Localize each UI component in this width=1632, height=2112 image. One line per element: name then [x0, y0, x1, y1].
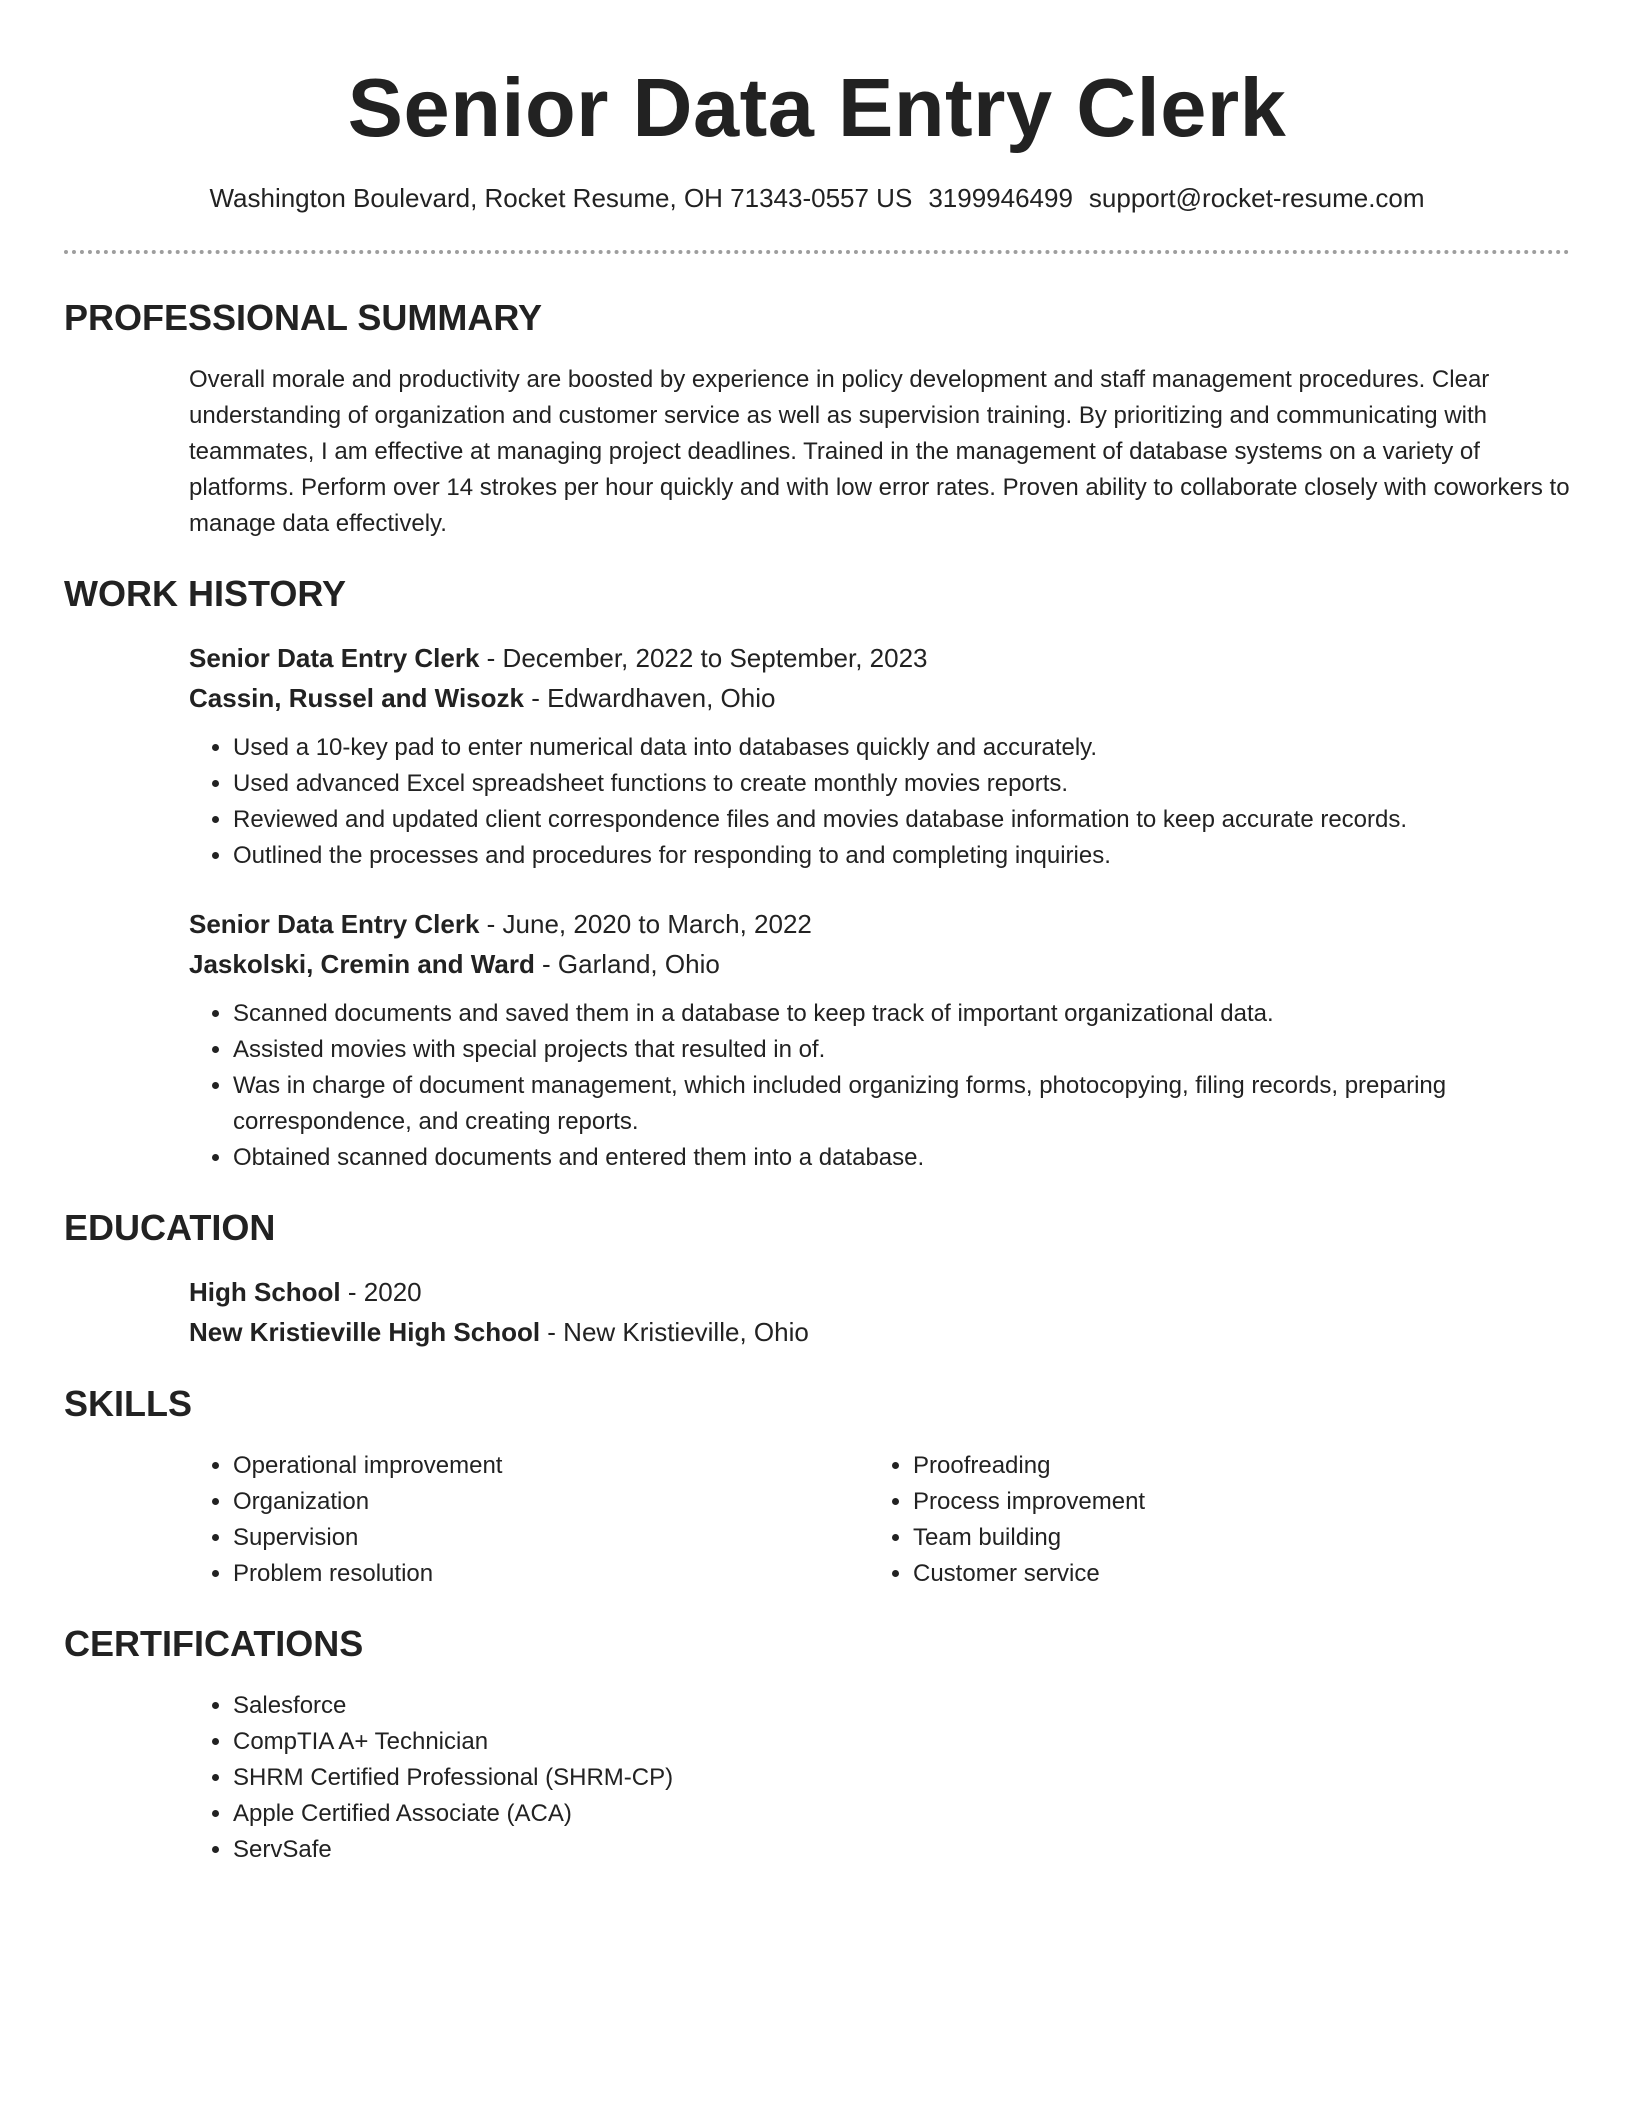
job-dates: - December, 2022 to September, 2023	[479, 643, 928, 673]
work-history-heading: WORK HISTORY	[64, 573, 347, 614]
skills-column-left	[189, 1448, 869, 1592]
work-history-section	[64, 572, 1570, 1176]
list-item: • Process improvement	[913, 1484, 1549, 1520]
list-item: • Was in charge of document management, which included organizing forms, photocopying, filing records, preparing correspondence, and creating reports.	[233, 1068, 1570, 1140]
list-item: • Problem resolution	[233, 1556, 869, 1592]
contact-line	[64, 180, 1570, 216]
job-location: - Garland, Ohio	[534, 949, 720, 979]
list-item: • SHRM Certified Professional (SHRM-CP)	[233, 1760, 1570, 1796]
list-item: • Organization	[233, 1484, 869, 1520]
skills-list-right	[869, 1448, 1549, 1592]
list-item: • Team building	[913, 1520, 1549, 1556]
header-divider	[64, 250, 1570, 254]
contact-email: support@rocket-resume.com	[1088, 183, 1425, 213]
education-location: - New Kristieville, Ohio	[540, 1317, 809, 1347]
job-bullets	[189, 996, 1570, 1176]
education-degree-line	[189, 1272, 1570, 1312]
certifications-list	[189, 1688, 1570, 1868]
contact-phone: 3199946499	[928, 183, 1073, 213]
resume-page	[64, 0, 1570, 1868]
job-company-line	[189, 944, 1570, 984]
list-item: • Supervision	[233, 1520, 869, 1556]
skills-grid	[189, 1448, 1570, 1592]
job-dates: - June, 2020 to March, 2022	[479, 909, 812, 939]
list-item: • Assisted movies with special projects that resulted in of.	[233, 1032, 1570, 1068]
resume-name: Senior Data Entry Clerk	[347, 61, 1287, 154]
list-item: • Obtained scanned documents and entered them into a database.	[233, 1140, 1570, 1176]
education-year: - 2020	[340, 1277, 422, 1307]
list-item: • ServSafe	[233, 1832, 1570, 1868]
list-item: • Operational improvement	[233, 1448, 869, 1484]
list-item: • Apple Certified Associate (ACA)	[233, 1796, 1570, 1832]
skills-column-right	[869, 1448, 1549, 1592]
education-degree: High School	[189, 1277, 341, 1307]
certifications-heading: CERTIFICATIONS	[64, 1623, 364, 1664]
job-entry	[189, 638, 1570, 874]
job-entry	[189, 904, 1570, 1176]
list-item: • Salesforce	[233, 1688, 1570, 1724]
summary-heading: PROFESSIONAL SUMMARY	[64, 297, 543, 338]
education-heading: EDUCATION	[64, 1207, 276, 1248]
job-title-line	[189, 638, 1570, 678]
list-item: • Proofreading	[913, 1448, 1549, 1484]
education-school-line	[189, 1312, 1570, 1352]
list-item: • Outlined the processes and procedures for responding to and completing inquiries.	[233, 838, 1570, 874]
job-bullets	[189, 730, 1570, 874]
job-location: - Edwardhaven, Ohio	[523, 683, 776, 713]
skills-section	[64, 1382, 1570, 1592]
summary-text: Overall morale and productivity are boosted by experience in policy development and staff management procedures. Clear understanding of organization and customer service as well as supervision training. By prioritizing and communicating with teammates, I am effective at managing project deadlines. Trained in the management of database systems on a variety of platforms. Perform over 14 strokes per hour quickly and with low error rates. Proven ability to collaborate closely with coworkers to manage data effectively.	[189, 366, 1570, 537]
job-position: Senior Data Entry Clerk	[189, 909, 480, 939]
job-company: Cassin, Russel and Wisozk	[189, 683, 524, 713]
skills-heading: SKILLS	[64, 1383, 193, 1424]
list-item: • Scanned documents and saved them in a database to keep track of important organizational data.	[233, 996, 1570, 1032]
list-item: • CompTIA A+ Technician	[233, 1724, 1570, 1760]
list-item: • Reviewed and updated client correspondence files and movies database information to keep accurate records.	[233, 802, 1570, 838]
job-company-line	[189, 678, 1570, 718]
contact-address: Washington Boulevard, Rocket Resume, OH 71343-0557 US	[209, 183, 913, 213]
education-section	[64, 1206, 1570, 1352]
job-position: Senior Data Entry Clerk	[189, 643, 480, 673]
list-item: • Customer service	[913, 1556, 1549, 1592]
skills-list-left	[189, 1448, 869, 1592]
list-item: • Used a 10-key pad to enter numerical data into databases quickly and accurately.	[233, 730, 1570, 766]
summary-section	[64, 296, 1570, 542]
job-company: Jaskolski, Cremin and Ward	[189, 949, 535, 979]
list-item: • Used advanced Excel spreadsheet functions to create monthly movies reports.	[233, 766, 1570, 802]
education-school: New Kristieville High School	[189, 1317, 541, 1347]
certifications-section	[64, 1622, 1570, 1868]
job-title-line	[189, 904, 1570, 944]
